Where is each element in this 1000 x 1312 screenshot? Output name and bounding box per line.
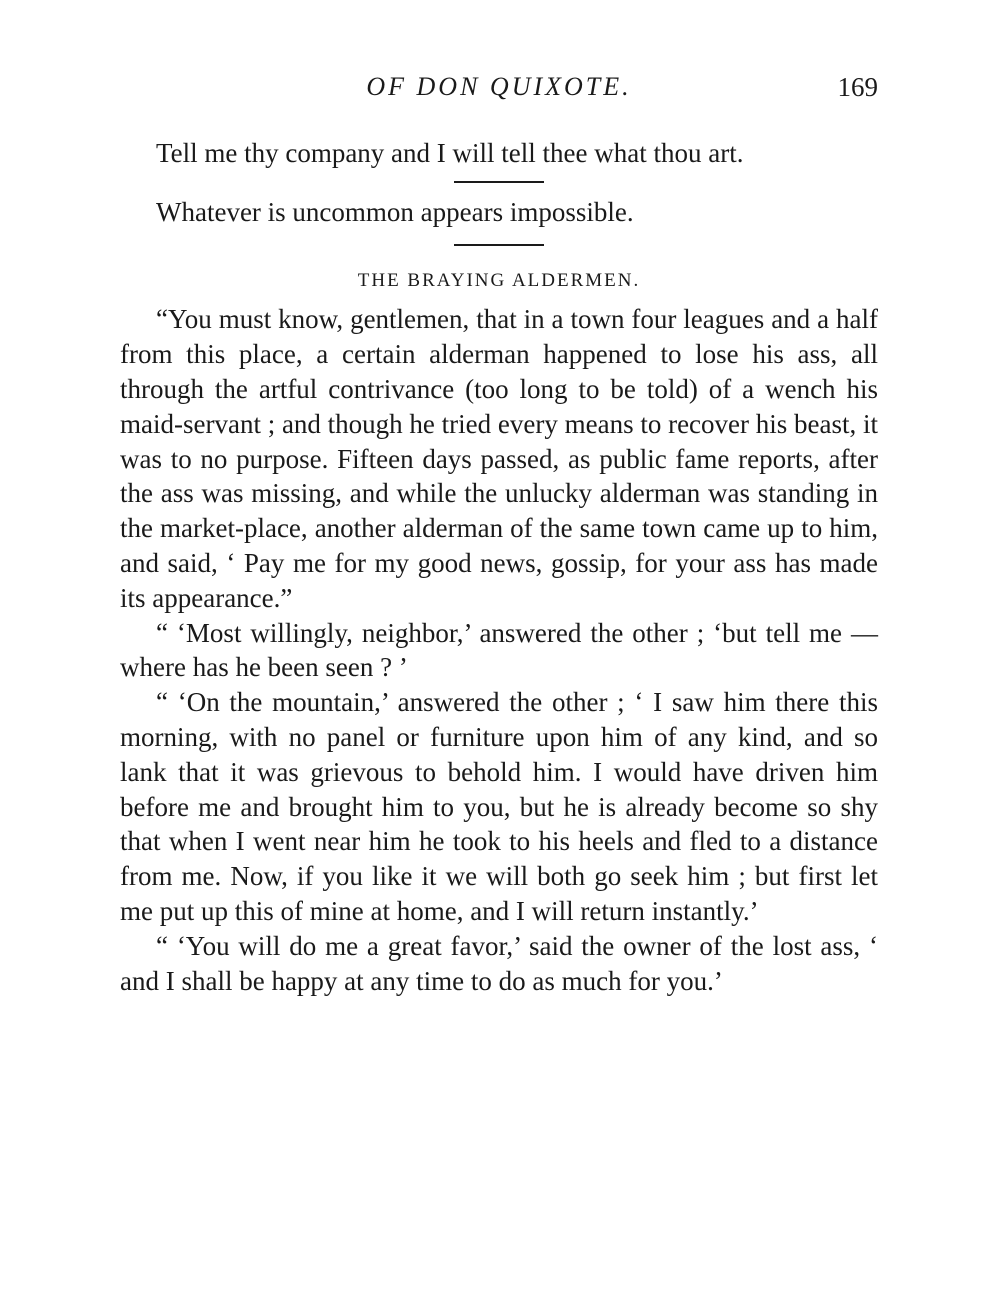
paragraph: “ ‘You will do me a great favor,’ said the owner of the lost ass, ‘ and I shall be happy at any time to do as much for you.’ [120,930,878,996]
paragraph: “You must know, gentlemen, that in a town four leagues and a half from this place, a certain alderman happened to lose his ass, all through the artful contrivance (too long to be told) of a wench his maid-servant ; and though he tried every means to recover his beast, it was to no purpose. Fifteen days passed, as public fame reports, after the ass was missing, and while the unlucky alderman was standing in the market-place, another alderman of the same town came up to him, and said, ‘ Pay me for my good news, gossip, for your ass has made its appearance.” [120,304,879,613]
page-number: 169 [837,72,878,102]
proverb-1: Tell me thy company and I will tell thee what thou art. [156,138,744,168]
divider-rule [454,181,544,183]
body-text [120,136,878,998]
proverb-2: Whatever is uncommon appears impossible. [156,196,634,227]
paragraph: “ ‘Most willingly, neighbor,’ answered the other ; ‘but tell me — where has he been seen ? ’ [120,617,878,683]
running-head [120,72,878,112]
section-title: THE BRAYING ALDERMEN. [357,269,641,291]
paragraph: “ ‘On the mountain,’ answered the other ; ‘ I saw him there this morning, with no panel or furniture upon him of any kind, and so lank that it was grievous to behold him. I would have driven him before me and brought him to you, but he is already become so shy that when I went near him he took to his heels and fled to a distance from me. Now, if you like it we will both go seek him ; but first let me put up this of mine at home, and I will return instantly.’ [120,687,878,926]
running-head-title: OF DON QUIXOTE. [366,72,632,101]
divider-rule [454,244,544,246]
